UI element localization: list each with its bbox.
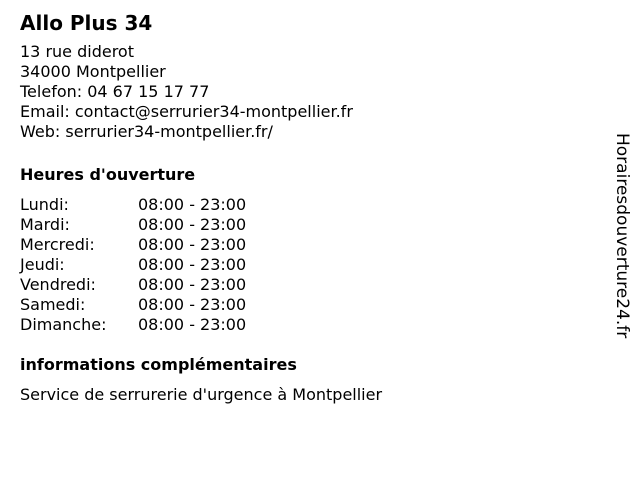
- hours-table: [20, 195, 600, 335]
- hours-row: [20, 295, 600, 315]
- hours-row: [20, 195, 600, 215]
- hours-time: 08:00 - 23:00: [138, 235, 247, 254]
- email-line: Email: contact@serrurier34-montpellier.fr: [20, 102, 353, 121]
- hours-row: [20, 275, 600, 295]
- phone-line: Telefon: 04 67 15 17 77: [20, 82, 210, 101]
- hours-day: Vendredi:: [20, 275, 96, 294]
- business-card: [20, 10, 600, 405]
- hours-day: Jeudi:: [20, 255, 65, 274]
- address-city: 34000 Montpellier: [20, 62, 166, 81]
- hours-time: 08:00 - 23:00: [138, 215, 247, 234]
- website-line: Web: serrurier34-montpellier.fr/: [20, 122, 273, 141]
- hours-day: Mardi:: [20, 215, 70, 234]
- hours-time: 08:00 - 23:00: [138, 275, 247, 294]
- info-heading: informations complémentaires: [20, 355, 297, 374]
- hours-day: Samedi:: [20, 295, 86, 314]
- hours-day: Lundi:: [20, 195, 69, 214]
- hours-day: Dimanche:: [20, 315, 107, 334]
- info-text: Service de serrurerie d'urgence à Montpellier: [20, 385, 383, 404]
- hours-row: [20, 315, 600, 335]
- hours-time: 08:00 - 23:00: [138, 195, 247, 214]
- hours-time: 08:00 - 23:00: [138, 295, 247, 314]
- hours-row: [20, 215, 600, 235]
- business-name: Allo Plus 34: [20, 11, 153, 35]
- hours-time: 08:00 - 23:00: [138, 315, 247, 334]
- address-street: 13 rue diderot: [20, 42, 134, 61]
- hours-day: Mercredi:: [20, 235, 95, 254]
- address-block: [20, 42, 600, 142]
- hours-row: [20, 255, 600, 275]
- hours-heading: Heures d'ouverture: [20, 165, 196, 184]
- hours-time: 08:00 - 23:00: [138, 255, 247, 274]
- hours-row: [20, 235, 600, 255]
- brand-watermark: Horairesdouverture24.fr: [612, 133, 632, 339]
